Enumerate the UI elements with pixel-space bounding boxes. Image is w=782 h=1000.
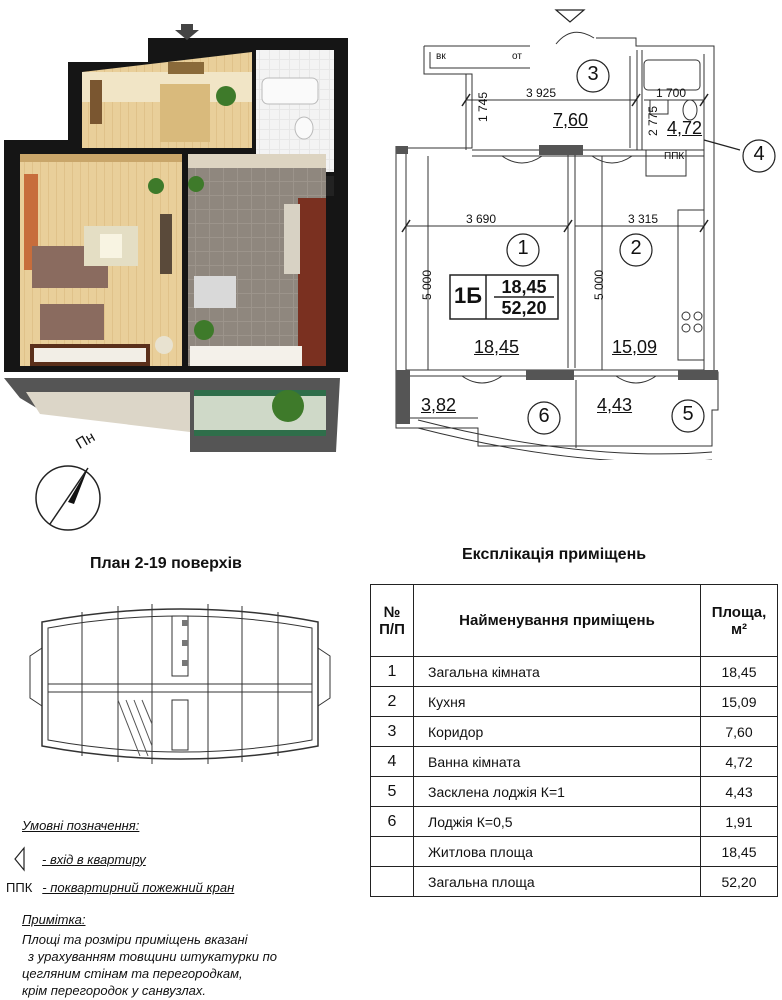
compass-label: Пн [73, 428, 99, 453]
render-entrance-arrow [175, 24, 199, 40]
apartment-total-area: 52,20 [501, 298, 547, 318]
dim-5000-left: 5 000 [420, 269, 434, 300]
col-header-num: № П/П [371, 585, 414, 657]
entry-marker-icon [12, 846, 28, 872]
building-floor-plan [22, 596, 338, 776]
legend-ppk-desc: - поквартирний пожежний кран [42, 880, 235, 895]
row-num: 3 [371, 717, 414, 747]
row-name: Кухня [414, 687, 701, 717]
architectural-floor-plan [382, 0, 782, 460]
note-line: Площі та розміри приміщень вказані [22, 932, 248, 947]
room-number-2: 2 [630, 237, 642, 259]
dim-2775: 2 775 [646, 105, 660, 136]
apartment-living-area: 18,45 [501, 277, 547, 297]
table-row [371, 777, 778, 807]
row-name: Ванна кімната [414, 747, 701, 777]
col-header-area: Площа, м² [701, 585, 778, 657]
plan-title: План 2-19 поверхів [90, 555, 242, 572]
room-area-3: 7,60 [553, 110, 589, 130]
table-row [371, 837, 778, 867]
row-area: 7,60 [701, 717, 778, 747]
dim-3690: 3 690 [466, 212, 497, 226]
row-name: Загальна площа [414, 867, 701, 897]
apartment-type: 1Б [453, 283, 483, 308]
north-compass [28, 438, 108, 538]
table-row [371, 867, 778, 897]
legend-heading: Умовні позначення: [22, 818, 140, 833]
explication-table [370, 584, 778, 897]
row-num: 6 [371, 807, 414, 837]
dim-3925: 3 925 [526, 86, 557, 100]
row-name: Загальна кімната [414, 657, 701, 687]
note-line: крім перегородок у санвузлах. [22, 983, 207, 998]
dim-1700: 1 700 [656, 86, 687, 100]
room-area-4: 4,72 [667, 118, 703, 138]
row-area: 18,45 [701, 837, 778, 867]
room-number-5: 5 [682, 403, 694, 425]
apartment-3d-render [0, 0, 350, 460]
note-body [22, 931, 277, 999]
table-row [371, 657, 778, 687]
legend-entry-row [12, 846, 146, 872]
label-vk: вк [436, 51, 446, 62]
room-area-5: 4,43 [597, 395, 633, 415]
room-number-1: 1 [517, 237, 529, 259]
row-area: 15,09 [701, 687, 778, 717]
plan-entrance-marker [556, 10, 584, 22]
label-ot: от [512, 51, 522, 62]
row-name: Лоджія К=0,5 [414, 807, 701, 837]
row-num: 4 [371, 747, 414, 777]
room-area-loggia-left: 3,82 [421, 395, 457, 415]
room-number-6: 6 [538, 405, 550, 427]
row-name: Коридор [414, 717, 701, 747]
row-num [371, 867, 414, 897]
row-name: Засклена лоджія К=1 [414, 777, 701, 807]
note-heading: Примітка: [22, 912, 86, 927]
room-number-4: 4 [753, 143, 765, 165]
legend-entry-desc: - вхід в квартиру [42, 851, 146, 867]
row-num: 5 [371, 777, 414, 807]
row-area: 1,91 [701, 807, 778, 837]
room-number-3: 3 [587, 63, 599, 85]
note-line: цегляним стінам та перегородкам, [22, 966, 243, 981]
label-ppk-plan: ППК [664, 151, 685, 162]
col-header-name: Найменування приміщень [414, 585, 701, 657]
table-row [371, 807, 778, 837]
table-row [371, 687, 778, 717]
room-area-2: 15,09 [612, 337, 658, 357]
render-bathroom [256, 50, 334, 172]
row-num [371, 837, 414, 867]
row-num: 2 [371, 687, 414, 717]
row-area: 52,20 [701, 867, 778, 897]
table-row [371, 747, 778, 777]
room-area-1: 18,45 [474, 337, 520, 357]
dim-5000-right: 5 000 [592, 269, 606, 300]
legend-ppk-code: ППК [6, 880, 33, 895]
table-title: Експлікація приміщень [462, 546, 647, 563]
row-area: 4,43 [701, 777, 778, 807]
table-row [371, 717, 778, 747]
row-num: 1 [371, 657, 414, 687]
row-area: 18,45 [701, 657, 778, 687]
dim-3315: 3 315 [628, 212, 659, 226]
dim-1745: 1 745 [476, 91, 490, 122]
note-line: з урахуванням товщини штукатурки по [28, 949, 277, 964]
row-area: 4,72 [701, 747, 778, 777]
legend-ppk-row [6, 880, 234, 895]
row-name: Житлова площа [414, 837, 701, 867]
